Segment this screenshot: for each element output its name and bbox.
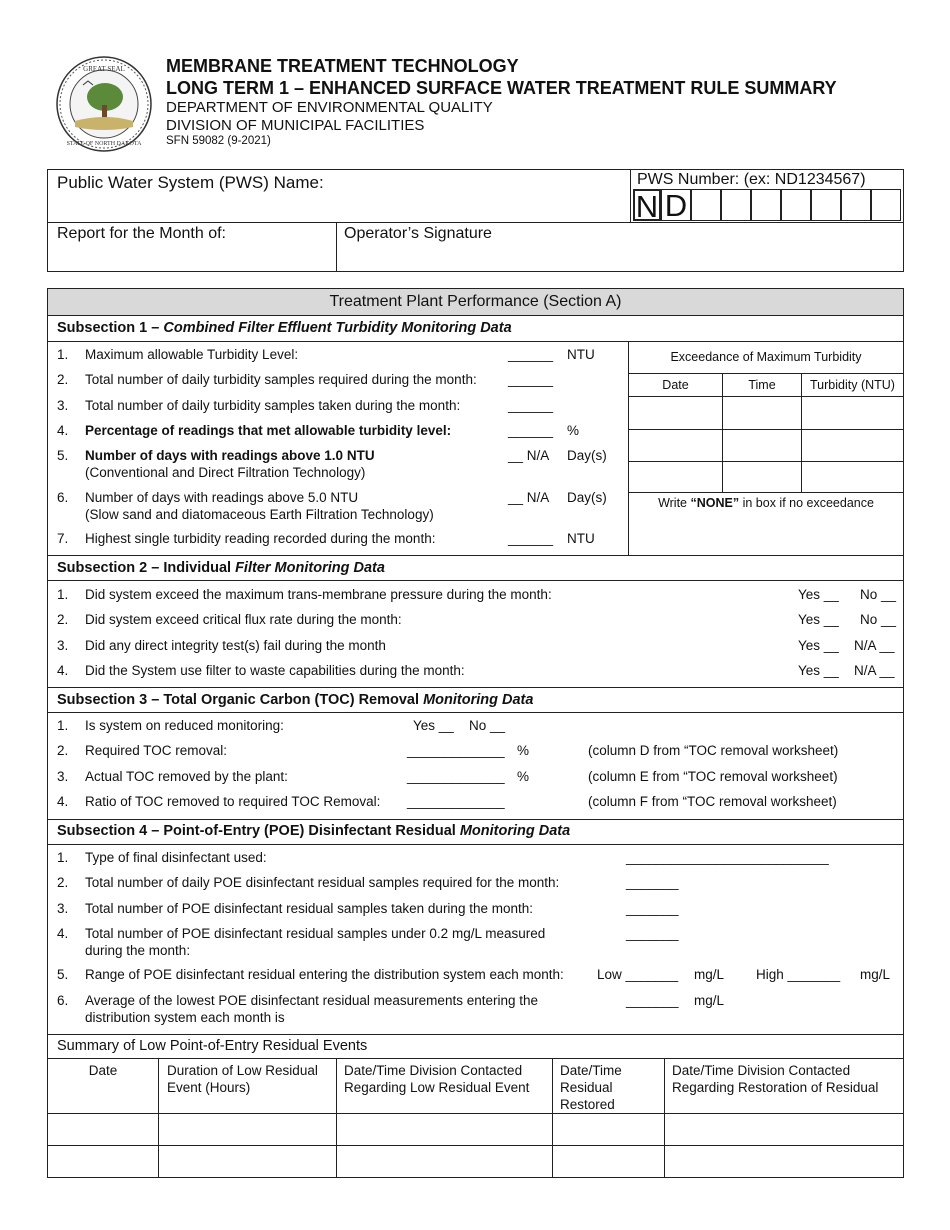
col-header-restored: Date/Time Residual Restored xyxy=(560,1063,622,1112)
exceedance-cell[interactable] xyxy=(802,397,903,429)
poe-taken-input[interactable]: _______ xyxy=(626,901,679,916)
month-field[interactable] xyxy=(48,223,336,271)
na-option[interactable]: N/A __ xyxy=(854,638,895,653)
table-cell[interactable] xyxy=(553,1146,664,1177)
table-cell[interactable] xyxy=(159,1146,336,1177)
form-title: MEMBRANE TREATMENT TECHNOLOGY xyxy=(166,56,519,76)
table-cell[interactable] xyxy=(337,1146,552,1177)
residual-low-input[interactable]: Low _______ xyxy=(597,967,679,982)
summary-title: Summary of Low Point-of-Entry Residual Events xyxy=(57,1038,368,1054)
toc-ratio-input[interactable]: _____________ xyxy=(407,794,505,809)
toc-required-input[interactable]: _____________ xyxy=(407,743,505,758)
exceedance-cell[interactable] xyxy=(723,430,801,461)
col-header-contacted: Date/Time Division Contacted Regarding Low Residual Event xyxy=(344,1063,530,1095)
table-cell[interactable] xyxy=(665,1114,903,1145)
division: DIVISION OF MUNICIPAL FACILITIES xyxy=(166,117,425,134)
exceedance-cell[interactable] xyxy=(629,397,722,429)
no-option[interactable]: No __ xyxy=(860,612,897,627)
col-header-restoration-contacted: Date/Time Division Contacted Regarding Restoration of Residual xyxy=(672,1063,879,1095)
exceedance-cell[interactable] xyxy=(723,462,801,492)
form-subtitle: LONG TERM 1 – ENHANCED SURFACE WATER TREATMENT RULE SUMMARY xyxy=(166,78,837,98)
pws-info-box xyxy=(47,169,904,272)
exceedance-cell[interactable] xyxy=(802,462,903,492)
col-header-time: Time xyxy=(748,378,776,392)
table-cell[interactable] xyxy=(665,1146,903,1177)
yes-option[interactable]: Yes __ xyxy=(798,587,839,602)
exceedance-cell[interactable] xyxy=(802,430,903,461)
days-above-1-input[interactable]: __ N/A xyxy=(508,448,550,463)
table-cell[interactable] xyxy=(159,1114,336,1145)
residual-average-input[interactable]: _______ xyxy=(626,993,679,1008)
col-header-date: Date xyxy=(88,1063,118,1078)
na-option[interactable]: N/A __ xyxy=(854,663,895,678)
pws-name-label: Public Water System (PWS) Name: xyxy=(57,173,324,192)
pws-digit-box[interactable] xyxy=(751,189,781,221)
svg-text:GREAT SEAL: GREAT SEAL xyxy=(83,65,125,73)
residual-high-input[interactable]: High _______ xyxy=(756,967,841,982)
exceedance-cell[interactable] xyxy=(723,397,801,429)
pws-digit: N xyxy=(633,189,661,221)
subsection-4-title: Subsection 4 – Point-of-Entry (POE) Disinfectant Residual Monitoring Data xyxy=(57,823,571,839)
turbidity-max-input[interactable]: ______ xyxy=(508,347,554,362)
days-above-5-input[interactable]: __ N/A xyxy=(508,490,550,505)
table-cell[interactable] xyxy=(337,1114,552,1145)
form-number: SFN 59082 (9-2021) xyxy=(166,135,271,147)
subsection-3-title: Subsection 3 – Total Organic Carbon (TOC) Removal Monitoring Data xyxy=(57,692,534,708)
poe-under-input[interactable]: _______ xyxy=(626,926,679,941)
yes-option[interactable]: Yes __ xyxy=(798,612,839,627)
state-seal xyxy=(55,55,153,153)
signature-field[interactable] xyxy=(337,223,903,271)
month-label: Report for the Month of: xyxy=(57,225,226,242)
exceedance-title: Exceedance of Maximum Turbidity xyxy=(670,350,862,364)
signature-label: Operator’s Signature xyxy=(344,225,492,242)
table-cell[interactable] xyxy=(553,1114,664,1145)
pws-digit-box[interactable] xyxy=(841,189,871,221)
pws-digit-box[interactable] xyxy=(691,189,721,221)
highest-reading-input[interactable]: ______ xyxy=(508,531,554,546)
exceedance-note: Write “NONE” in box if no exceedance xyxy=(658,496,874,510)
yes-option[interactable]: Yes __ xyxy=(413,718,454,733)
samples-taken-input[interactable]: ______ xyxy=(508,398,554,413)
no-option[interactable]: No __ xyxy=(469,718,506,733)
no-option[interactable]: No __ xyxy=(860,587,897,602)
exceedance-cell[interactable] xyxy=(629,462,722,492)
exceedance-cell[interactable] xyxy=(629,430,722,461)
section-a: Treatment Plant Performance (Section A) Subsection 1 – Combined Filter Effluent Turbidity Monitoring Data 1. Maximum allowable Turbidity Level: ______ NTU 2. Total number of daily turbidity samples required during the month: ______ 3. Total number of daily turbidity samples taken during the month: ______ 4. Percentage of readings that met allowable turbidity level: ______ % 5. Number of days with readings above 1.0 NTU (Conventional and Direct Filtration Technology) __ N/A Day(s) 6. Number of days with readings above 5.0 NTU (Slow sand and diatomaceous Earth Filtration Technology) __ N/A Day(s) 7. Highest single turbidity reading recorded during the month: ______ NTU Exceedance of Maximum Turbidity Date Time Turbidity (NTU) Write “NONE” in box if no exceedance Subsection 2 – Individual Filter Monitoring Data 1. Did system exceed the maximum trans-membrane pressure during the month: Yes __ No __ 2. Did system exceed critical flux rate during the month: Yes __ No __ 3. Did any direct integrity test(s) fail during the month Yes __ N/A __ 4. Did the System use filter to waste capabilities during the month: Yes __ N/A __ Subsection 3 – Total Organic Carbon (TOC) Removal Monitoring Data 1. Is system on reduced monitoring: Yes __ No __ 2. Required TOC removal: _____________ % (column D from “TOC removal worksheet) 3. Actual TOC removed by the plant: _____________ % (column E from “TOC removal worksheet) 4. Ratio of TOC removed to required TOC Removal: _____________ (column F from “TOC removal worksheet) Subsection 4 – Point-of-Entry (POE) Disinfectant Residual Monitoring Data 1. Type of final disinfectant used: ___________________________ 2. Total number of daily POE disinfectant residual samples required for the month: _______ 3. Total number of POE disinfectant residual samples taken during the month: _______ 4. Total number of POE disinfectant residual samples under 0.2 mg/L measured during the month: _______ 5. Range of POE disinfectant residual entering the distribution system each month: Low _______ mg/L High _______ mg/L 6. Average of the lowest POE disinfectant residual measurements entering the distribution system each month is _______ mg/L Summary of Low Point-of-Entry Residual Events Date Duration of Low Residual Event (Hours) Date/Time Division Contacted Regarding Low Residual Event Date/Time Residual Restored Date/Time Division Contacted Regarding Restoration of Residual xyxy=(47,288,904,1178)
pws-digit-box[interactable] xyxy=(811,189,841,221)
department: DEPARTMENT OF ENVIRONMENTAL QUALITY xyxy=(166,99,493,116)
yes-option[interactable]: Yes __ xyxy=(798,638,839,653)
col-header-turbidity: Turbidity (NTU) xyxy=(810,378,895,392)
section-a-title: Treatment Plant Performance (Section A) xyxy=(48,289,903,315)
col-header-duration: Duration of Low Residual Event (Hours) xyxy=(167,1063,318,1095)
samples-required-input[interactable]: ______ xyxy=(508,372,554,387)
pws-digit-box[interactable] xyxy=(781,189,811,221)
poe-required-input[interactable]: _______ xyxy=(626,875,679,890)
svg-text:STATE OF NORTH DAKOTA: STATE OF NORTH DAKOTA xyxy=(66,141,142,147)
subsection-1-title: Subsection 1 – Combined Filter Effluent Turbidity Monitoring Data xyxy=(57,320,512,336)
disinfectant-type-input[interactable]: ___________________________ xyxy=(626,850,829,865)
pws-digit-box[interactable] xyxy=(721,189,751,221)
pws-name-field[interactable] xyxy=(48,170,630,222)
pws-digit-box[interactable] xyxy=(871,189,901,221)
pws-digit: D xyxy=(661,189,691,221)
percent-met-input[interactable]: ______ xyxy=(508,423,554,438)
table-cell[interactable] xyxy=(48,1146,158,1177)
toc-actual-input[interactable]: _____________ xyxy=(407,769,505,784)
col-header-date: Date xyxy=(662,378,689,392)
pws-number-label: PWS Number: (ex: ND1234567) xyxy=(637,171,866,188)
table-cell[interactable] xyxy=(48,1114,158,1145)
subsection-2-title: Subsection 2 – Individual Filter Monitoring Data xyxy=(57,560,385,576)
yes-option[interactable]: Yes __ xyxy=(798,663,839,678)
